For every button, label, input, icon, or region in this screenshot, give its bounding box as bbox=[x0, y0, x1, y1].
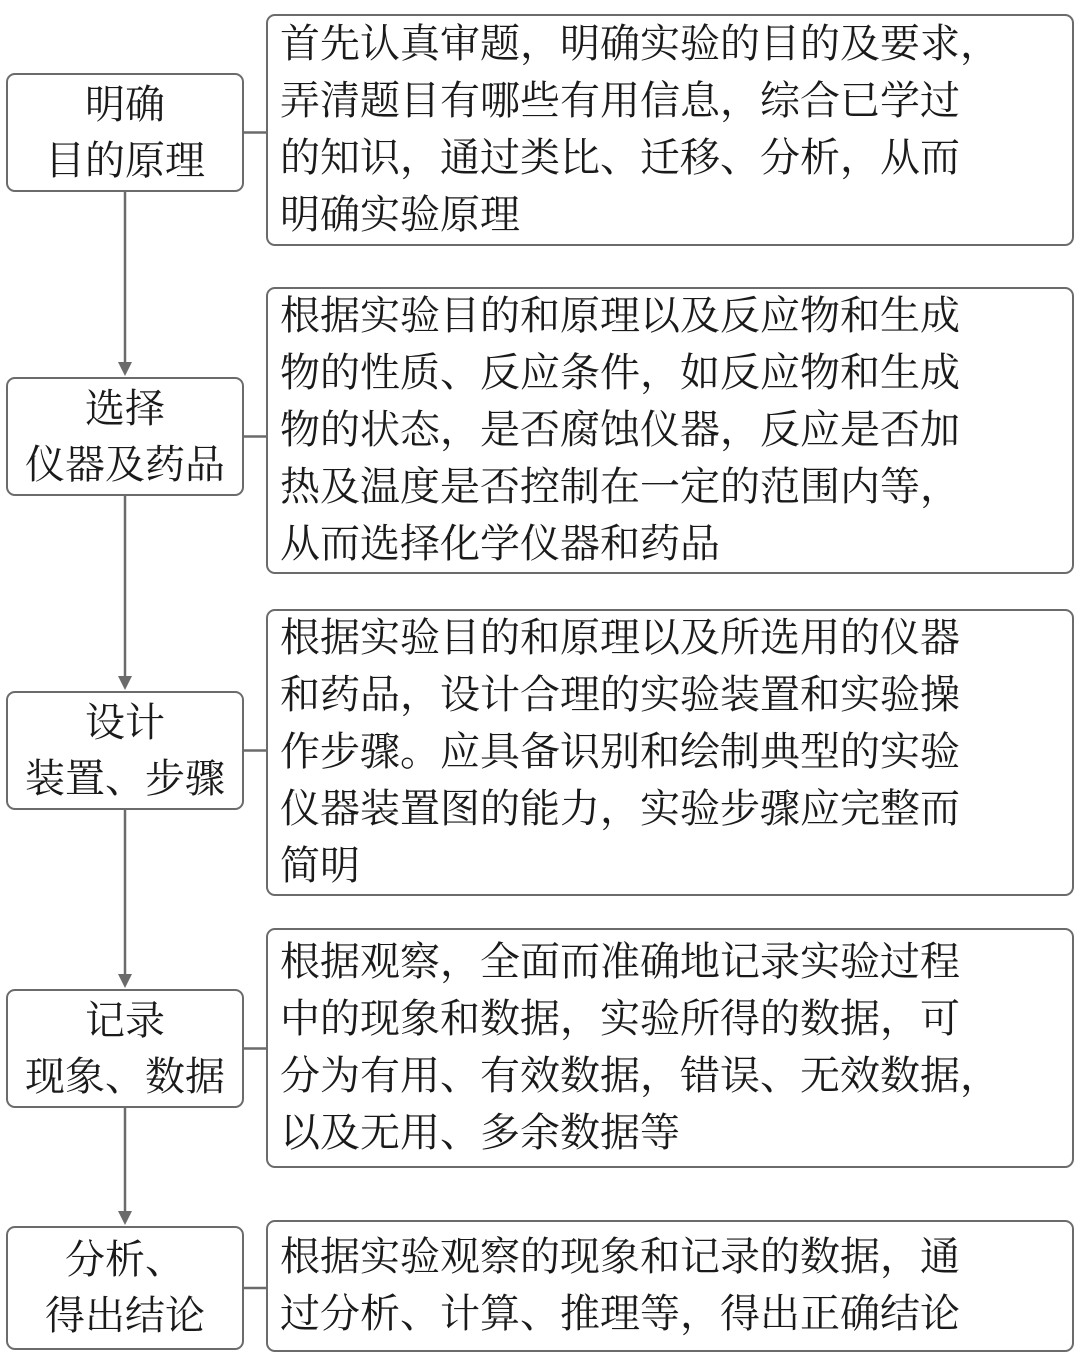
desc-line: 仪器装置图的能力，实验步骤应完整而 bbox=[280, 786, 960, 832]
step-label-line: 得出结论 bbox=[45, 1293, 205, 1339]
desc-box-clarify-purpose bbox=[266, 14, 1074, 246]
desc-line: 简明 bbox=[280, 843, 360, 889]
step-label-line: 装置、步骤 bbox=[25, 755, 225, 802]
desc-line: 分为有用、有效数据，错误、无效数据， bbox=[280, 1053, 1000, 1099]
step-label-line: 选择 bbox=[85, 385, 165, 432]
desc-line: 根据实验目的和原理以及所选用的仪器 bbox=[280, 615, 960, 661]
step-box-select-instruments bbox=[6, 377, 244, 496]
step-box-clarify-purpose bbox=[6, 73, 244, 192]
desc-line: 根据实验目的和原理以及反应物和生成 bbox=[280, 293, 960, 339]
desc-line: 物的性质、反应条件，如反应物和生成 bbox=[280, 350, 960, 396]
step-label-line: 分析、 bbox=[65, 1237, 185, 1283]
desc-line: 的知识，通过类比、迁移、分析，从而 bbox=[280, 135, 960, 181]
desc-line: 以及无用、多余数据等 bbox=[280, 1110, 680, 1156]
desc-box-select-instruments bbox=[266, 287, 1074, 574]
step-label-line: 现象、数据 bbox=[25, 1053, 225, 1100]
step-label-line: 仪器及药品 bbox=[25, 441, 225, 488]
desc-line: 弄清题目有哪些有用信息，综合已学过 bbox=[280, 78, 960, 124]
desc-line: 根据观察，全面而准确地记录实验过程 bbox=[280, 939, 960, 985]
flow-arrow-head bbox=[118, 676, 132, 690]
step-box-design-apparatus bbox=[6, 691, 244, 810]
desc-box-draw-conclusion bbox=[266, 1220, 1074, 1352]
flow-arrow-head bbox=[118, 362, 132, 376]
desc-line: 从而选择化学仪器和药品 bbox=[280, 521, 720, 567]
desc-line: 热及温度是否控制在一定的范围内等， bbox=[280, 464, 960, 510]
desc-line: 物的状态，是否腐蚀仪器，反应是否加 bbox=[280, 407, 960, 453]
step-box-draw-conclusion bbox=[6, 1226, 244, 1350]
flow-arrow-head bbox=[118, 974, 132, 988]
desc-box-design-apparatus bbox=[266, 609, 1074, 896]
step-label-line: 记录 bbox=[85, 997, 165, 1044]
flow-arrow-head bbox=[118, 1211, 132, 1225]
desc-line: 作步骤。应具备识别和绘制典型的实验 bbox=[280, 729, 960, 775]
desc-box-record-data bbox=[266, 928, 1074, 1168]
step-box-record-data bbox=[6, 989, 244, 1108]
step-label-line: 目的原理 bbox=[45, 137, 205, 184]
step-label-line: 明确 bbox=[85, 81, 165, 128]
desc-line: 根据实验观察的现象和记录的数据，通 bbox=[280, 1234, 960, 1280]
desc-line: 明确实验原理 bbox=[280, 192, 520, 238]
step-label-line: 设计 bbox=[85, 699, 165, 746]
desc-line: 和药品，设计合理的实验装置和实验操 bbox=[280, 672, 960, 718]
desc-line: 过分析、计算、推理等，得出正确结论 bbox=[280, 1291, 960, 1337]
desc-line: 中的现象和数据，实验所得的数据，可 bbox=[280, 996, 960, 1042]
desc-line: 首先认真审题，明确实验的目的及要求， bbox=[280, 21, 1000, 67]
